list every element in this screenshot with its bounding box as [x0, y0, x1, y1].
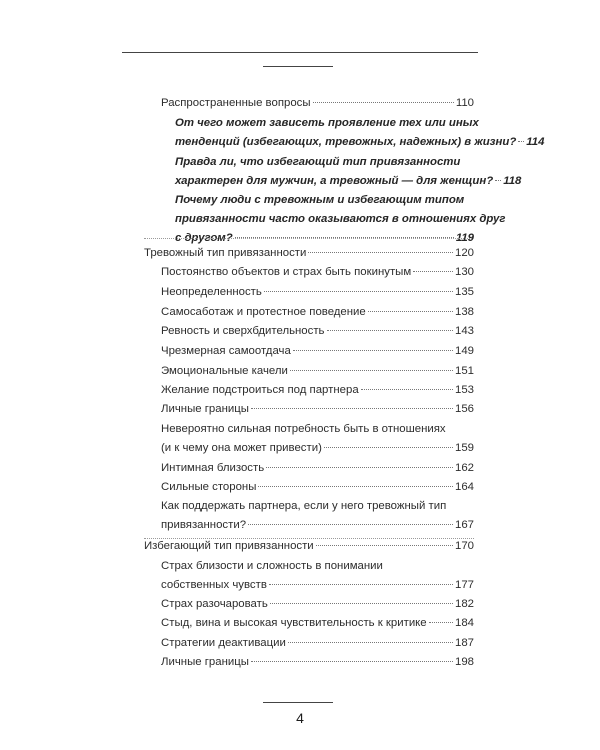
toc-page-number: 151: [454, 365, 474, 377]
toc-entry-title: Эмоциональные качели: [161, 365, 288, 377]
toc-page-number: 110: [455, 97, 474, 109]
toc-page-number: 187: [454, 637, 474, 649]
toc-entry[interactable]: [161, 459, 474, 478]
toc-entry-title: Избегающий тип привязанности: [144, 540, 314, 552]
toc-leader-dots: [266, 467, 453, 468]
toc-page-number: 177: [454, 579, 474, 591]
toc-leader-dots: [368, 311, 453, 312]
toc-entry[interactable]: [161, 595, 474, 614]
toc-entry-title: Желание подстроиться под партнера: [161, 384, 359, 396]
toc-page-number: 149: [454, 345, 474, 357]
toc-page-number: 170: [454, 540, 474, 552]
toc-leader-dots: [290, 370, 453, 371]
toc-page-number: 118: [503, 175, 522, 187]
toc-page-number: 130: [454, 266, 474, 278]
page-number: 4: [296, 710, 304, 726]
toc-entry[interactable]: [161, 653, 474, 672]
toc-page-number: 135: [454, 286, 474, 298]
toc-leader-dots: [361, 389, 453, 390]
toc-leader-dots: [327, 330, 453, 331]
toc-entry[interactable]: [144, 537, 474, 556]
toc-leader-dots: [288, 642, 453, 643]
toc-page-number: 198: [454, 656, 474, 668]
toc-leader-dots: [313, 102, 454, 103]
toc-entry-title: Ревность и сверхбдительность: [161, 325, 325, 337]
toc-entry-title: привязанности?: [161, 519, 247, 531]
toc-entry-title: Распространенные вопросы: [161, 97, 311, 109]
toc-entry[interactable]: [175, 114, 545, 152]
top-rule-wide: [122, 52, 478, 53]
toc-entry-title: Неопределенность: [161, 286, 262, 298]
toc-entry[interactable]: [161, 362, 474, 381]
toc-page-number: 143: [454, 325, 474, 337]
toc-leader-dots: [316, 545, 453, 546]
toc-page-number: 153: [454, 384, 474, 396]
toc-entry[interactable]: [161, 381, 474, 400]
toc-leader-dots: [251, 661, 453, 662]
toc-entry[interactable]: [161, 420, 474, 458]
toc-entry-title: Интимная близость: [161, 462, 265, 474]
toc-leader-dots: [308, 252, 453, 253]
toc-leader-dots: [248, 524, 453, 525]
toc-entry[interactable]: [161, 322, 474, 341]
toc-entry[interactable]: [175, 191, 506, 248]
toc-entry[interactable]: [161, 94, 474, 113]
toc-leader-dots: [518, 141, 524, 142]
toc-leader-dots: [429, 622, 453, 623]
toc-entry[interactable]: [161, 478, 474, 497]
toc-page-number: 162: [454, 462, 474, 474]
top-rule-short: [263, 66, 333, 67]
toc-page-number: 114: [526, 136, 545, 148]
toc-page-number: 120: [454, 247, 474, 259]
toc-leader-dots: [251, 408, 453, 409]
toc-leader-dots: [264, 291, 453, 292]
toc-page-number: 164: [454, 481, 474, 493]
toc-entry-title: Личные границы: [161, 656, 249, 668]
toc-leader-dots: [269, 584, 453, 585]
toc-leader-dots: [258, 486, 453, 487]
toc-entry[interactable]: [161, 634, 474, 653]
toc-leader-dots: [270, 603, 453, 604]
toc-entry[interactable]: [144, 244, 474, 263]
toc-entry[interactable]: [161, 557, 474, 595]
toc-leader-dots: [324, 447, 453, 448]
toc-entry-title: Личные границы: [161, 403, 249, 415]
toc-page-number: 182: [454, 598, 474, 610]
toc-entry-title: Сильные стороны: [161, 481, 257, 493]
toc-entry-title: Страх разочаровать: [161, 598, 268, 610]
toc-leader-dots: [413, 271, 453, 272]
toc-entry[interactable]: [161, 303, 474, 322]
toc-page-number: 138: [454, 306, 474, 318]
toc-entry[interactable]: [161, 497, 474, 535]
toc-entry-title: привязанности часто оказываются в отношениях друг: [175, 213, 506, 225]
bottom-rule-short: [263, 702, 333, 703]
toc-entry-title: собственных чувств: [161, 579, 267, 591]
toc-entry-title: (и к чему она может привести): [161, 442, 322, 454]
toc-entry-title: Почему люди с тревожным и избегающим типом: [175, 194, 465, 206]
toc-entry-title: Самосаботаж и протестное поведение: [161, 306, 366, 318]
section-divider: [144, 238, 474, 239]
toc-entry-title: Постоянство объектов и страх быть покинутым: [161, 266, 412, 278]
toc-entry-title: Страх близости и сложность в понимании: [161, 560, 383, 572]
toc-entry-title: Тревожный тип привязанности: [144, 247, 307, 259]
toc-page-number: 156: [454, 403, 474, 415]
toc-entry-title: Правда ли, что избегающий тип привязанности: [175, 156, 461, 168]
toc-entry[interactable]: [161, 614, 474, 633]
toc-entry-title: Невероятно сильная потребность быть в отношениях: [161, 423, 446, 435]
toc-entry-title: тенденций (избегающих, тревожных, надежных) в жизни?: [175, 136, 517, 148]
toc-entry-title: Стыд, вина и высокая чувствительность к критике: [161, 617, 427, 629]
toc-leader-dots: [495, 180, 501, 181]
toc-entry[interactable]: [161, 342, 474, 361]
toc-entry[interactable]: [161, 283, 474, 302]
toc-entry-title: характерен для мужчин, а тревожный — для женщин?: [175, 175, 494, 187]
toc-page-number: 167: [454, 519, 474, 531]
toc-entry-title: Как поддержать партнера, если у него тревожный тип: [161, 500, 447, 512]
toc-entry[interactable]: [161, 400, 474, 419]
toc-entry-title: Чрезмерная самоотдача: [161, 345, 291, 357]
toc-page-number: 159: [454, 442, 474, 454]
toc-entry-title: Стратегии деактивации: [161, 637, 286, 649]
toc-leader-dots: [293, 350, 453, 351]
toc-page-number: 119: [455, 232, 474, 244]
toc-entry-title: с другом?: [175, 232, 233, 244]
toc-entry[interactable]: [161, 263, 474, 282]
toc-entry-title: От чего может зависеть проявление тех или иных: [175, 117, 479, 129]
toc-page-number: 184: [454, 617, 474, 629]
toc-entry[interactable]: [175, 153, 522, 191]
